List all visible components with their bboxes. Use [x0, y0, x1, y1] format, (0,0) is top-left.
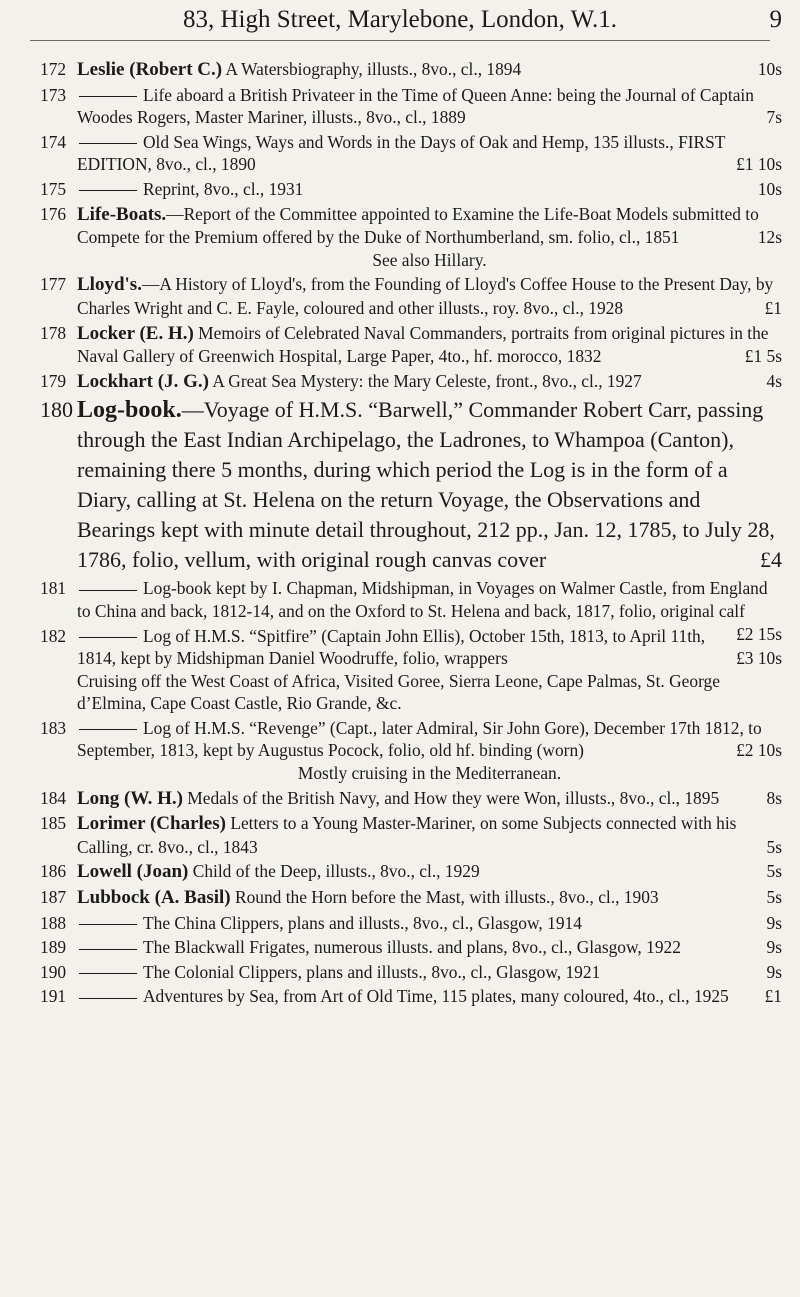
catalogue-entry [40, 370, 782, 394]
catalogue-entry [40, 787, 782, 811]
lot-price: 9s [766, 937, 782, 958]
lot-number: 188 [40, 912, 67, 933]
lot-author: Lockhart (J. G.) [77, 370, 209, 392]
lot-description: —Report of the Committee appointed to Examine the Life-Boat Models submitted to Compete for the Premium offered by the Duke of Northumberland, sm. folio, cl., 1851 [77, 203, 759, 248]
ditto-dash [79, 729, 137, 730]
lot-author: Lubbock (A. Basil) [77, 887, 231, 909]
lot-price: 7s [766, 107, 782, 128]
page-number: 9 [769, 6, 782, 33]
catalogue-entry [40, 625, 782, 715]
lot-price: £1 [764, 986, 782, 1007]
lot-author: Lorimer (Charles) [77, 813, 226, 835]
catalogue-entry [40, 273, 782, 319]
lot-number: 173 [40, 84, 67, 105]
lot-description: Life aboard a British Privateer in the Time of Queen Anne: being the Journal of Captain Woodes Rogers, Master Mariner, illusts., 8vo., cl., 1889 [77, 84, 754, 128]
lot-description: The China Clippers, plans and illusts., 8vo., cl., Glasgow, 1914 [143, 912, 582, 933]
catalogue-entry [40, 203, 782, 272]
lot-number: 181 [40, 578, 67, 599]
lot-price: 5s [766, 836, 782, 857]
lot-description: The Blackwall Frigates, numerous illusts. and plans, 8vo., cl., Glasgow, 1922 [143, 937, 681, 958]
lot-number: 179 [40, 370, 67, 391]
lot-author: Lowell (Joan) [77, 861, 189, 883]
dealer-address: 83, High Street, Marylebone, London, W.1. [183, 6, 617, 33]
lot-price: 9s [766, 912, 782, 933]
lot-price: 5s [766, 861, 782, 882]
lot-number: 172 [40, 59, 67, 79]
lot-author: Leslie (Robert C.) [77, 59, 223, 80]
catalogue-entry [40, 178, 782, 201]
lot-description: Log of H.M.S. “Spitfire” (Captain John Ellis), October 15th, 1813, to April 11th, 1814, kept by Midshipman Daniel Woodruffe, folio, wrappers [77, 625, 706, 669]
lot-number: 184 [40, 787, 67, 808]
lot-note: Mostly cruising in the Mediterranean. [297, 763, 562, 784]
catalogue-entry [40, 131, 782, 176]
lot-price: 9s [766, 961, 782, 982]
lot-number: 174 [40, 131, 67, 152]
catalogue-entry [40, 936, 782, 959]
lot-description: The Colonial Clippers, plans and illusts., 8vo., cl., Glasgow, 1921 [143, 961, 601, 982]
lot-price: 10s [757, 59, 782, 79]
lot-price: 5s [766, 887, 782, 908]
lot-number: 183 [40, 717, 67, 738]
lot-price: 4s [766, 370, 782, 391]
lot-number: 175 [40, 178, 67, 199]
lot-number: 176 [40, 203, 67, 224]
lot-description: Child of the Deep, illusts., 8vo., cl., 1929 [192, 861, 480, 882]
lot-number: 190 [40, 961, 67, 982]
catalogue-entry [40, 812, 782, 858]
ditto-dash [79, 998, 137, 999]
catalogue-entry [40, 395, 782, 575]
lot-number: 187 [40, 887, 67, 908]
ditto-dash [79, 96, 137, 97]
ditto-dash [79, 590, 137, 591]
ditto-dash [79, 973, 137, 974]
lot-description: Memoirs of Celebrated Naval Commanders, portraits from original pictures in the Naval Gallery of Greenwich Hospital, Large Paper, 4to., hf. morocco, 1832 [77, 322, 769, 367]
lot-description: —A History of Lloyd's, from the Founding of Lloyd's Coffee House to the Present Day, by Charles Wright and C. E. Fayle, coloured and other illusts., roy. 8vo., cl., 1928 [77, 274, 774, 318]
ditto-dash [79, 924, 137, 925]
lot-description: Adventures by Sea, from Art of Old Time, 115 plates, many coloured, 4to., cl., 1925 [143, 986, 729, 1007]
catalogue-entry [40, 985, 782, 1008]
catalogue-entry [40, 886, 782, 910]
lot-price: 8s [766, 787, 782, 808]
lot-description: A Great Sea Mystery: the Mary Celeste, front., 8vo., cl., 1927 [212, 370, 642, 391]
lot-description: Reprint, 8vo., cl., 1931 [143, 178, 304, 199]
lot-price: £1 10s [736, 154, 782, 175]
ditto-dash [79, 143, 137, 144]
lot-author: Locker (E. H.) [77, 322, 194, 344]
lot-author: Lloyd's. [77, 274, 142, 296]
lot-author: Long (W. H.) [77, 787, 183, 809]
ditto-dash [79, 637, 137, 638]
lot-price: £1 [764, 297, 782, 318]
ditto-dash [79, 190, 137, 191]
lot-description: Log-book kept by I. Chapman, Midshipman, in Voyages on Walmer Castle, from England to China and back, 1812-14, and on the Oxford to St. Helena and back, 1817, folio, original calf [77, 578, 768, 621]
catalogue-entry [40, 58, 782, 82]
lot-description: A Watersbiography, illusts., 8vo., cl., 1894 [225, 59, 522, 79]
lot-author: Log-book. [77, 397, 182, 424]
lot-note: Cruising off the West Coast of Africa, Visited Goree, Sierra Leone, Cape Palmas, St. George d’Elmina, Cape Coast Castle, Rio Grande, &c. [77, 670, 720, 714]
lot-description: Letters to a Young Master-Mariner, on some Subjects connected with his Calling, cr. 8vo., cl., 1843 [77, 813, 737, 857]
lot-price: £4 [760, 547, 782, 573]
lot-number: 186 [40, 861, 67, 882]
lot-author: Life-Boats. [77, 203, 167, 225]
lot-price: 10s [757, 178, 782, 199]
lot-price: 12s [757, 227, 782, 248]
catalogue-entry [40, 717, 782, 785]
lot-description: Log of H.M.S. “Revenge” (Capt., later Admiral, Sir John Gore), December 17th 1812, to September, 1813, kept by Augustus Pocock, folio, old hf. binding (worn) [77, 717, 762, 761]
catalogue-entry [40, 961, 782, 984]
lot-price: £1 5s [744, 346, 782, 367]
catalogue-entry [40, 84, 782, 129]
lot-price: £2 15s [736, 623, 782, 644]
lot-number: 191 [40, 986, 67, 1007]
lot-number: 182 [40, 625, 67, 646]
page-header [0, 0, 800, 40]
lot-price: £3 10s [736, 648, 782, 669]
catalogue-list [40, 58, 782, 1010]
lot-price: £2 10s [736, 740, 782, 761]
catalogue-entry [40, 860, 782, 884]
lot-description: Medals of the British Navy, and How they were Won, illusts., 8vo., cl., 1895 [187, 787, 720, 808]
lot-description: Round the Horn before the Mast, with illusts., 8vo., cl., 1903 [234, 887, 659, 908]
ditto-dash [79, 949, 137, 950]
lot-number: 178 [40, 322, 67, 343]
lot-number: 185 [40, 813, 67, 834]
catalogue-entry [40, 322, 782, 368]
lot-description: Old Sea Wings, Ways and Words in the Days of Oak and Hemp, 135 illusts., FIRST EDITION, 8vo., cl., 1890 [77, 131, 726, 175]
header-rule [30, 40, 770, 41]
lot-number: 177 [40, 274, 67, 295]
lot-number: 189 [40, 937, 67, 958]
lot-description: —Voyage of H.M.S. “Barwell,” Commander Robert Carr, passing through the East Indian Archipelago, the Ladrones, to Whampoa (Canton), remaining there 5 months, during which period the Log is in the form of a Diary, calling at St. Helena on the return Voyage, the Observations and Bearings kept with minute detail throughout, 212 pp., Jan. 12, 1785, to July 28, 1786, folio, vellum, with original rough canvas cover [77, 397, 775, 573]
lot-note: See also Hillary. [372, 249, 487, 270]
catalogue-entry [40, 912, 782, 935]
lot-number: 180 [40, 397, 73, 423]
